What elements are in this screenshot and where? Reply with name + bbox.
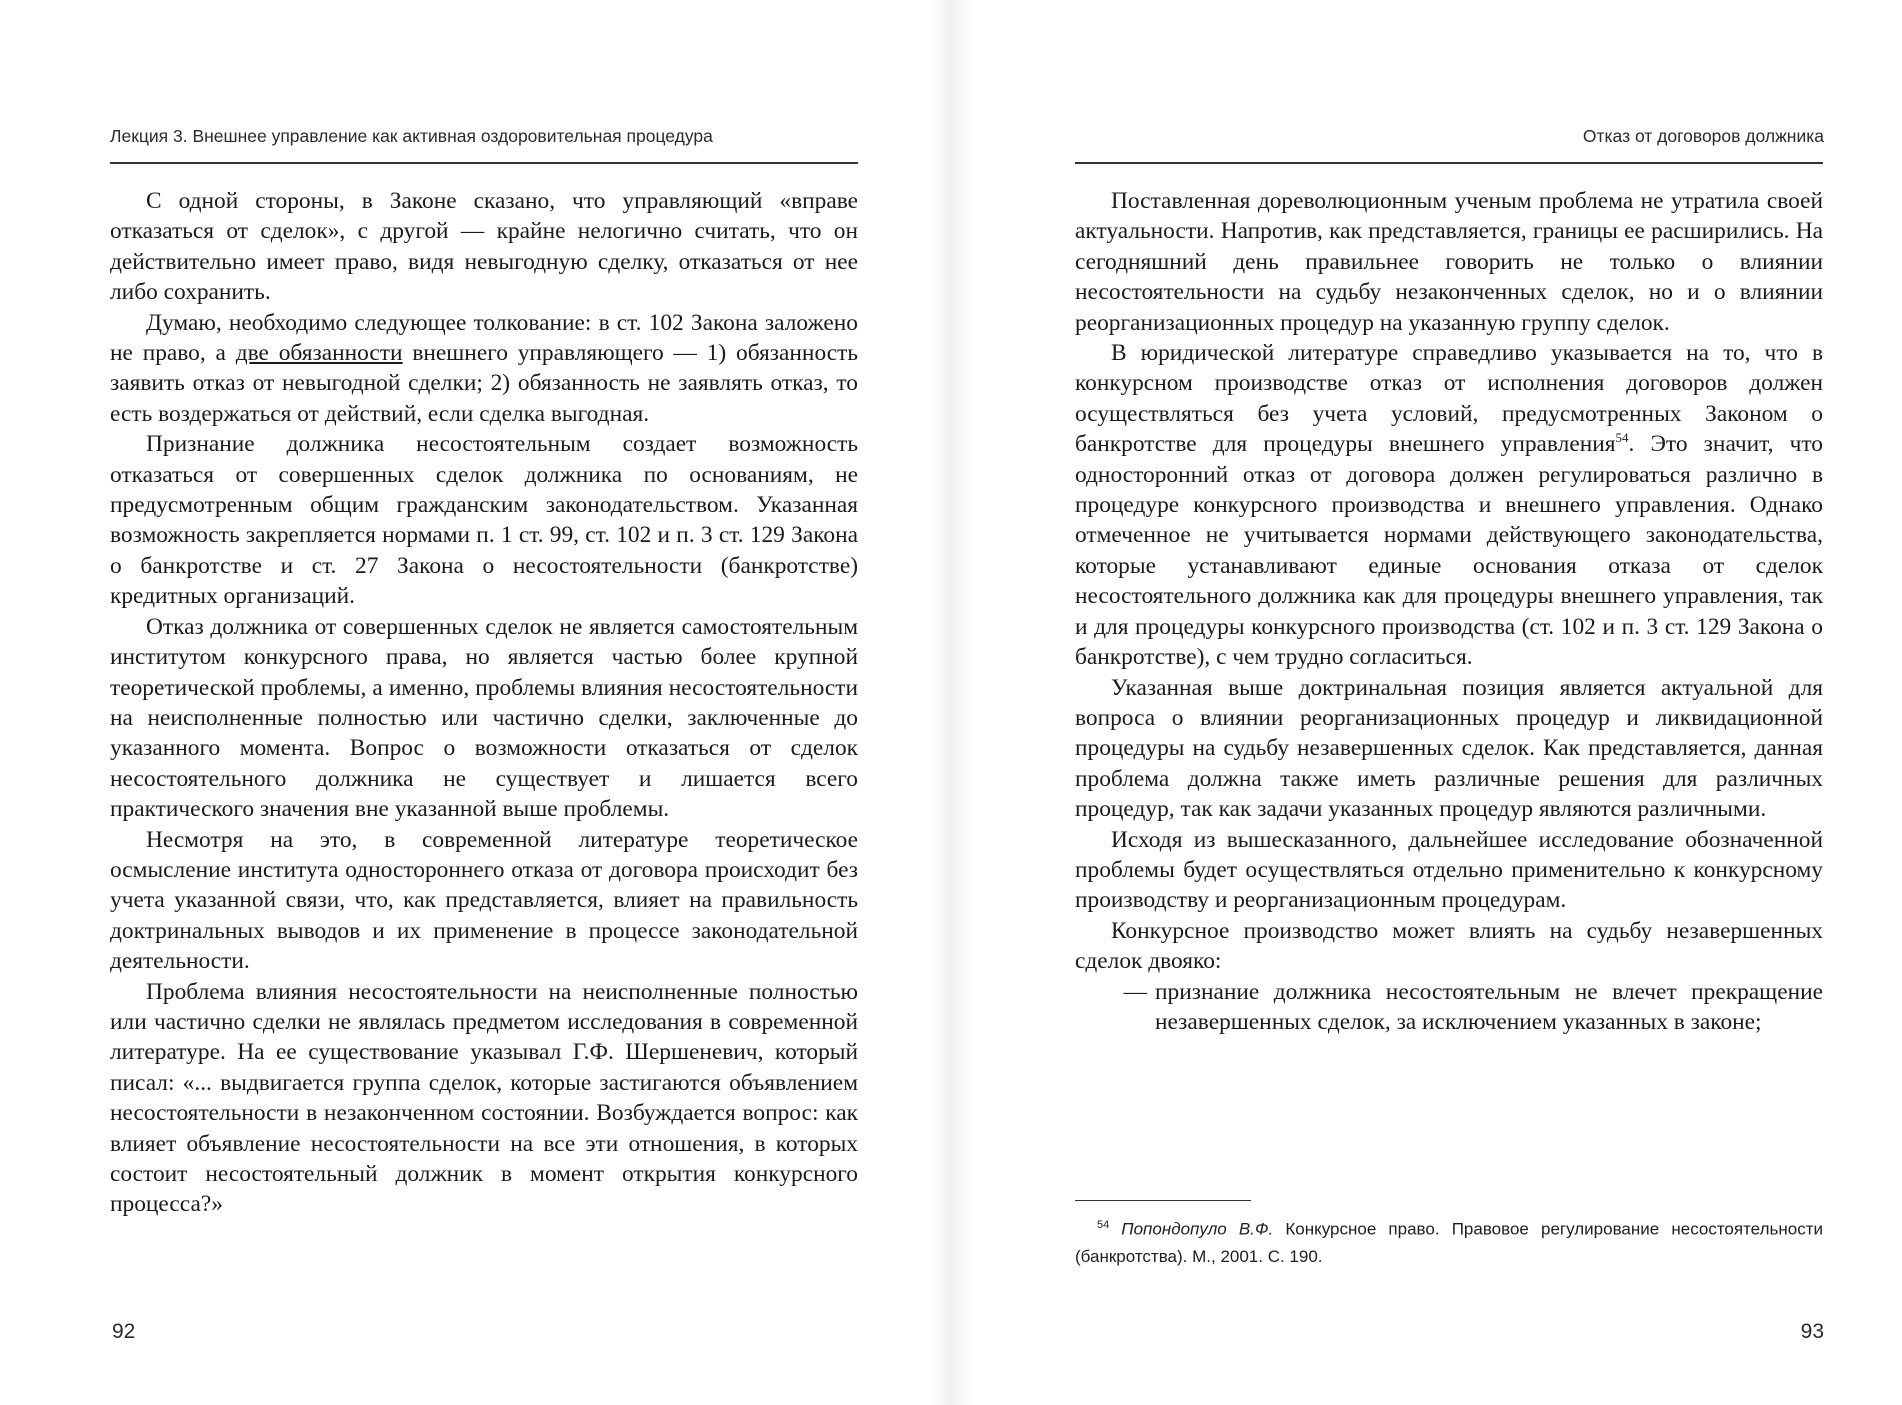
right-page [951,0,1902,1405]
paragraph: Думаю, необходимо следующее толкование: в ст. 102 Закона заложено не право, а две обязанности внешнего управляющего — 1) обязанность заявить отказ от невыгодной сделки; 2) обязанность не заявлять отказ, то есть воздержаться от действий, если сделка выгодная. [110,309,858,427]
paragraph: Поставленная дореволюционным ученым проблема не утратила своей актуальности. Напротив, как представляется, границы ее расширились. На сегодняшний день правильнее говорить не только о влиянии несостоятельности на судьбу незаконченных сделок, но и о влиянии реорганизационных процедур на указанную группу сделок. [1075,188,1823,336]
paragraph: С одной стороны, в Законе сказано, что управляющий «вправе отказаться от сделок», с другой — крайне нелогично считать, что он действительно имеет право, видя невыгодную сделку, отказаться от нее либо сохранить. [110,188,858,306]
list-item [1075,977,1823,1038]
paragraph: В юридической литературе справедливо указывается на то, что в конкурсном производстве отказ от исполнения договоров должен осуществляться без учета условий, предусмотренных Законом о банкротстве для процедуры внешнего управления$^{54}$. Это значит, что односторонний отказ от договора должен регулироваться различно в процедуре конкурсного производства и внешнего управления. Однако отмеченное не учитывается нормами действующего законодательства, которые устанавливают единые основания отказа от сделок несостоятельного должника как для процедуры внешнего управления, так и для процедуры конкурсного производства (ст. 102 и п. 3 ст. 129 Закона о банкротстве), с чем трудно согласиться. [1075,340,1823,671]
page-number-left: 92 [112,1320,136,1343]
footnote-text: Конкурсное право. Правовое регулирование несостоятельности (банкротства). М., 2001. С. 190. [1075,1219,1823,1266]
paragraph: Признание должника несостоятельным создает возможность отказаться от совершенных сделок должника по основаниям, не предусмотренным общим гражданским законодательством. Указанная возможность закрепляется нормами п. 1 ст. 99, ст. 102 и п. 3 ст. 129 Закона о банкротстве и ст. 27 Закона о несостоятельности (банкротстве) кредитных организаций. [110,431,858,610]
dash-marker: — [1123,978,1147,1005]
footnote-number: 54 [1097,1219,1110,1231]
paragraph: Конкурсное производство может влиять на судьбу незавершенных сделок двояко: [1075,917,1823,975]
page-number-right: 93 [1800,1320,1824,1343]
paragraph: Несмотря на это, в современной литературе теоретическое осмысление института одностороннего отказа от договора происходит без учета указанной связи, что, как представляется, влияет на правильность доктринальных выводов и их применение в процессе законодательной деятельности. [110,826,858,975]
footnote-author: Попондопуло В.Ф. [1121,1219,1274,1239]
header-rule [1075,162,1823,164]
footnote-reference: 54 [1615,430,1629,446]
list-item-text: признание должника несостоятельным не влечет прекращение незавершенных сделок, за исключением указанных в законе; [1155,978,1823,1035]
paragraph: Отказ должника от совершенных сделок не является самостоятельным институтом конкурсного права, но является частью более крупной теоретической проблемы, а именно, проблемы влияния несостоятельности на неисполненные полностью или частично сделки, заключенные до указанного момента. Вопрос о возможности отказаться от сделок несостоятельного должника не существует и лишается всего практического значения вне указанной выше проблемы. [110,613,858,823]
footnote [1075,1212,1823,1270]
running-head-right: Отказ от договоров должника [1582,126,1824,146]
paragraph: Исходя из вышесказанного, дальнейшее исследование обозначенной проблемы будет осуществляться отдельно применительно к конкурсному производству и реорганизационным процедурам. [1075,826,1823,914]
body-text-right [1075,186,1823,1037]
header-rule [110,162,858,164]
paragraph: Указанная выше доктринальная позиция является актуальной для вопроса о влиянии реорганизационных процедур и ликвидационной процедуры на судьбу незавершенных сделок. Как представляется, данная проблема должна также иметь различные решения для различных процедур, так как задачи указанных процедур являются различными. [1075,674,1823,823]
underlined-phrase: две обязанности [235,340,403,367]
footnote-rule [1075,1200,1251,1201]
running-head-left: Лекция 3. Внешнее управление как активная оздоровительная процедура [110,126,713,146]
body-text-left [110,186,858,1220]
paragraph: Проблема влияния несостоятельности на неисполненные полностью или частично сделки не являлась предметом исследования в современной литературе. На ее существование указывал Г.Ф. Шершеневич, который писал: «... выдвигается группа сделок, которые застигаются объявлением несостоятельности в незаконченном состоянии. Возбуждается вопрос: как влияет объявление несостоятельности на все эти отношения, в которых состоит несостоятельный должник в момент открытия конкурсного процесса?» [110,978,858,1218]
